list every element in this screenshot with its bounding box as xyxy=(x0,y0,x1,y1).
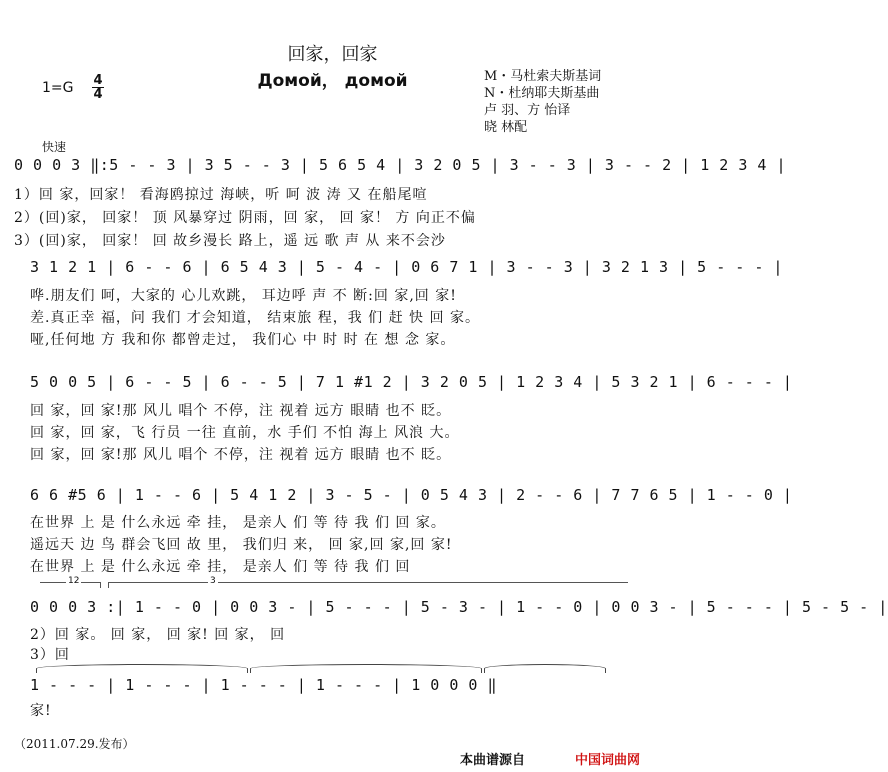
second-ending-bracket xyxy=(108,582,628,583)
notation-line: 1 - - - | 1 - - - | 1 - - - | 1 - - - | 1 0 0 0 ‖ xyxy=(30,676,498,694)
tie-arc xyxy=(250,664,482,673)
notation-line: 6 6 #5 6 | 1 - - 6 | 5 4 1 2 | 3 - 5 - | 0 5 4 3 | 2 - - 6 | 7 7 6 5 | 1 - - 0 | xyxy=(30,486,793,504)
notation-line: 0 0 0 3 :| 1 - - 0 | 0 0 3 - | 5 - - - | 5 - 3 - | 1 - - 0 | 0 0 3 - | 5 - - - | 5 - 5 - | xyxy=(30,598,888,616)
lyric-line: 2）回 家。 回 家， 回 家! 回 家， 回 xyxy=(30,627,286,643)
lyric-line: 回 家，回 家!那 风儿 唱个 不停，注 视着 远方 眼睛 也不 眨。 xyxy=(30,403,452,419)
notation-line: 0 0 0 3 ‖:5 - - 3 | 3 5 - - 3 | 5 6 5 4 | 3 2 0 5 | 3 - - 3 | 3 - - 2 | 1 2 3 4 | xyxy=(14,156,786,174)
notation-line: 5 0 0 5 | 6 - - 5 | 6 - - 5 | 7 1 #1 2 | 3 2 0 5 | 1 2 3 4 | 5 3 2 1 | 6 - - - | xyxy=(30,373,793,391)
lyric-line: 1）回 家，回家！ 看海鸥掠过 海峡，听 呵 波 涛 又 在船尾喧 xyxy=(14,187,428,203)
publish-date: （2011.07.29.发布） xyxy=(14,737,135,751)
credits xyxy=(484,68,601,136)
credit-line: 卢 羽、方 怡译 xyxy=(484,103,571,118)
credit-line: M・马杜索夫斯基词 xyxy=(484,69,602,84)
key-signature: 1=G xyxy=(42,80,74,96)
notation-line: 3 1 2 1 | 6 - - 6 | 6 5 4 3 | 5 - 4 - | 0 6 7 1 | 3 - - 3 | 3 2 1 3 | 5 - - - | xyxy=(30,258,783,276)
second-ending-number: 3 xyxy=(210,576,216,586)
lyric-line: 在世界 上 是 什么永远 牵 挂， 是亲人 们 等 待 我 们 回 家。 xyxy=(30,515,446,531)
source-label: 本曲谱源自 xyxy=(460,753,526,768)
first-ending-number: 12 xyxy=(68,576,80,586)
source-site-link[interactable]: 中国词曲网 xyxy=(575,753,641,768)
lyric-line: 回 家，回 家!那 风儿 唱个 不停，注 视着 远方 眼睛 也不 眨。 xyxy=(30,447,452,463)
lyric-line: 哗.朋友们 呵，大家的 心儿欢跳， 耳边呼 声 不 断:回 家,回 家! xyxy=(30,288,457,304)
lyric-line: 3）(回)家， 回家！ 回 故乡漫长 路上，遥 远 歌 声 从 来不会沙 xyxy=(14,233,446,249)
tie-arc xyxy=(36,664,248,673)
tempo-marking: 快速 xyxy=(42,140,67,154)
time-signature xyxy=(92,74,104,101)
lyric-line: 差.真正幸 福，问 我们 才会知道， 结束旅 程，我 们 赶 快 回 家。 xyxy=(30,310,480,326)
lyric-line: 家! xyxy=(30,703,52,719)
lyric-line: 3）回 xyxy=(30,647,70,663)
song-title-chinese: 回家，回家 xyxy=(287,44,378,65)
time-signature-bottom: 4 xyxy=(93,87,103,102)
lyric-line: 哑,任何地 方 我和你 都曾走过， 我们心 中 时 时 在 想 念 家。 xyxy=(30,332,456,348)
time-signature-top: 4 xyxy=(93,73,103,88)
lyric-line: 遥远天 边 鸟 群会飞回 故 里， 我们归 来， 回 家,回 家,回 家! xyxy=(30,537,453,553)
credit-line: 晓 林配 xyxy=(484,120,528,135)
lyric-line: 回 家，回 家，飞 行员 一往 直前，水 手们 不怕 海上 风浪 大。 xyxy=(30,425,460,441)
tie-arc xyxy=(484,664,606,673)
first-ending-bracket-end xyxy=(100,582,101,588)
lyric-line: 2）(回)家， 回家！ 顶 风暴穿过 阴雨，回 家， 回 家！ 方 向正不偏 xyxy=(14,210,476,226)
credit-line: N・杜纳耶夫斯基曲 xyxy=(484,86,600,101)
song-title-russian: Домой， домой xyxy=(257,71,408,91)
lyric-line: 在世界 上 是 什么永远 牵 挂， 是亲人 们 等 待 我 们 回 xyxy=(30,559,411,575)
